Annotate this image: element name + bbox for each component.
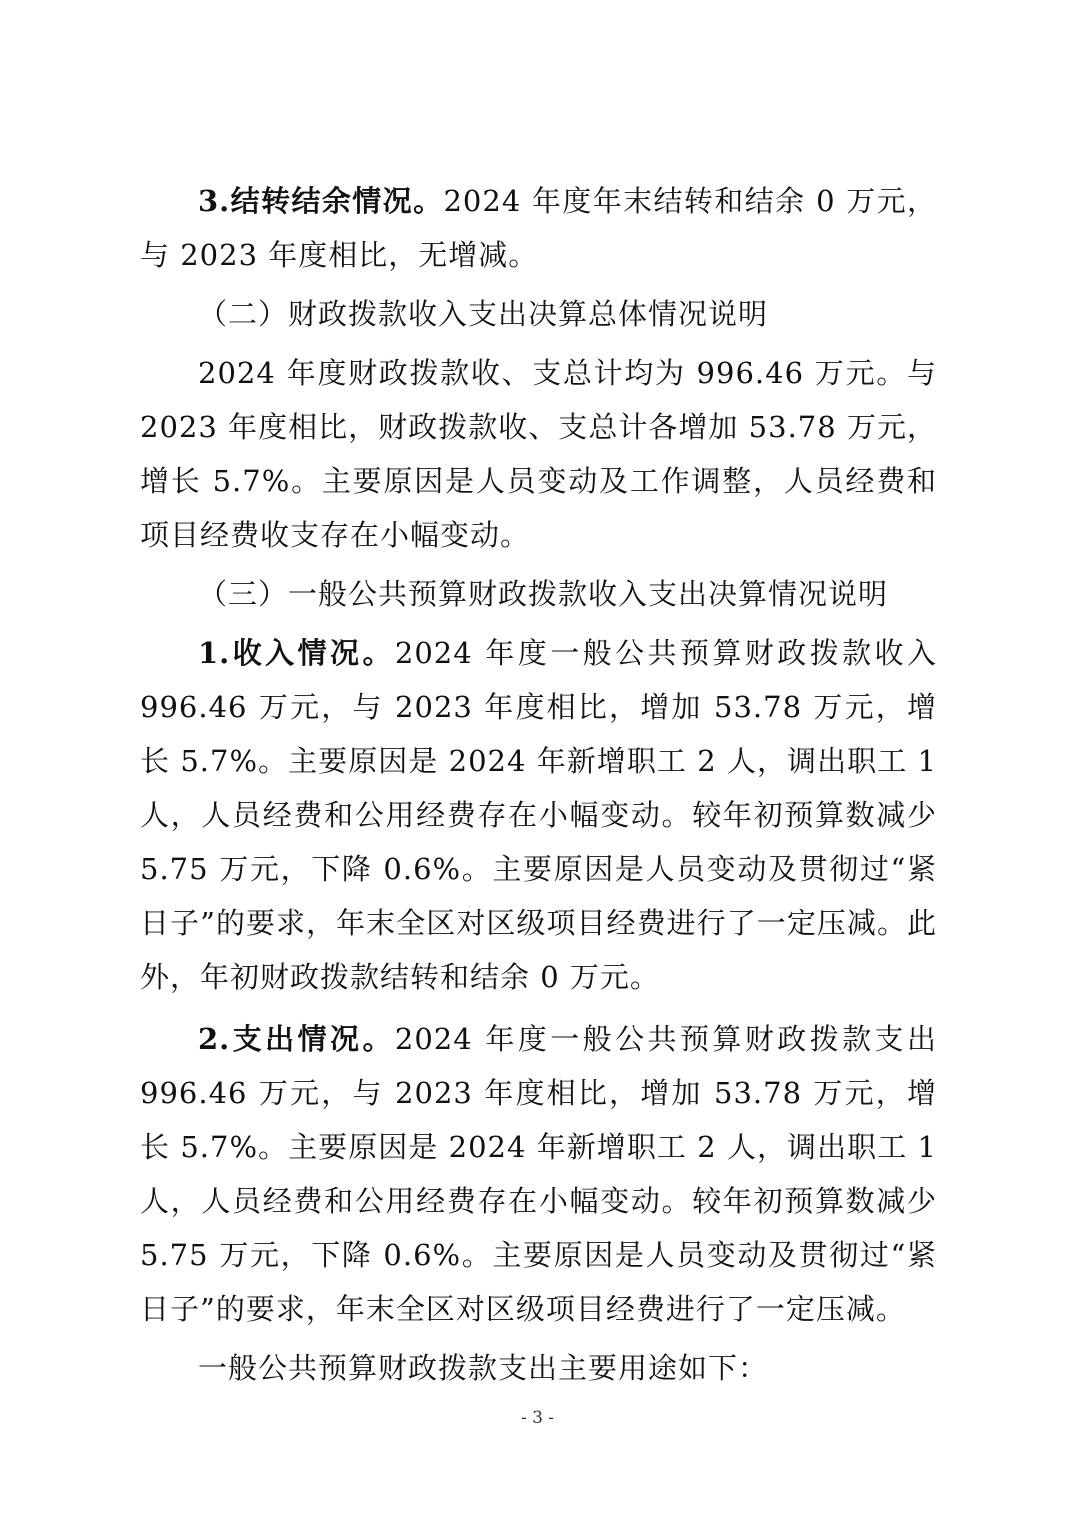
paragraph-lead-carryover: 3.结转结余情况。 [198, 184, 444, 218]
paragraph-income [140, 626, 937, 1004]
paragraph-lead-expenditure: 2.支出情况。 [198, 1022, 395, 1056]
paragraph-text-main-uses: 一般公共预算财政拨款支出主要用途如下： [198, 1351, 769, 1385]
paragraph-main-uses [140, 1341, 937, 1395]
paragraph-text-fiscal-overall: 2024 年度财政拨款收、支总计均为 996.46 万元。与 2023 年度相比，财政拨款收、支总计各增加 53.78 万元，增长 5.7%。主要原因是人员变动及工作调整，人员经费和项目经费收支存在小幅变动。 [140, 356, 937, 552]
paragraph-lead-income: 1.收入情况。 [198, 636, 395, 670]
paragraph-text-income: 2024 年度一般公共预算财政拨款收入 996.46 万元，与 2023 年度相比，增加 53.78 万元，增长 5.7%。主要原因是 2024 年新增职工 2 人，调出职工 1 人，人员经费和公用经费存在小幅变动。较年初预算数减少 5.75 万元，下降 0.6%。主要原因是人员变动及贯彻过“紧日子”的要求，年末全区对区级项目经费进行了一定压减。此外，年初财政拨款结转和结余 0 万元。 [140, 636, 937, 994]
paragraph-text-carryover: 2024 年度年末结转和结余 0 万元，与 2023 年度相比，无增减。 [140, 184, 937, 272]
section-heading-fiscal-overall: （二）财政拨款收入支出决算总体情况说明 [198, 297, 769, 331]
paragraph-expenditure [140, 1012, 937, 1336]
page-number: - 3 - [520, 1408, 555, 1428]
document-body [140, 174, 937, 1395]
paragraph-fiscal-overall [140, 346, 937, 562]
paragraph-text-expenditure: 2024 年度一般公共预算财政拨款支出 996.46 万元，与 2023 年度相比，增加 53.78 万元，增长 5.7%。主要原因是 2024 年新增职工 2 人，调出职工 1 人，人员经费和公用经费存在小幅变动。较年初预算数减少 5.75 万元，下降 0.6%。主要原因是人员变动及贯彻过“紧日子”的要求，年末全区对区级项目经费进行了一定压减。 [140, 1022, 937, 1326]
section-heading-general-budget: （三）一般公共预算财政拨款收入支出决算情况说明 [198, 577, 889, 611]
paragraph-carryover-surplus [140, 174, 937, 282]
